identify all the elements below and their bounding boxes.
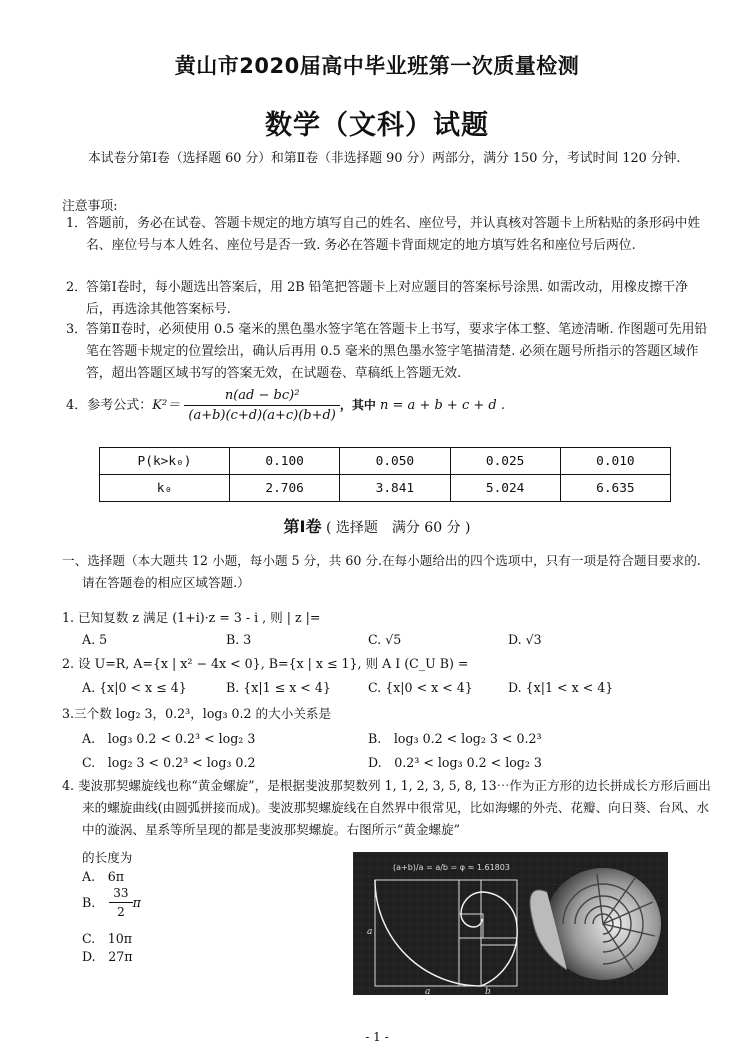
figure-formula: (a+b)/a = a/b = φ ≈ 1.61803 [393,863,510,872]
formula-label: 参考公式： [87,398,153,413]
question-2-option-d: D. {x|1 < x < 4} [508,680,614,695]
note-text: 答第Ⅰ卷时，每小题选出答案后，用 2B 铅笔把答题卡上对应题目的答案标号涂黑. 如需改动，用橡皮擦干净后，再选涂其他答案标号. [86,280,688,317]
question-3-option-b: B. log₃ 0.2 < log₂ 3 < 0.2³ [368,731,542,746]
table-cell: 0.025 [450,448,560,475]
question-4-option-a: A. 6π [82,869,124,884]
formula-fraction [184,388,340,423]
table-cell: 0.050 [340,448,450,475]
section-title: 第Ⅰ卷 [283,517,322,536]
note-item [66,213,712,257]
question-1-option-c: C. √5 [368,632,402,647]
note-text: 答第Ⅱ卷时，必须使用 0.5 毫米的黑色墨水签字笔在答题卡上书写，要求字体工整、笔迹清晰. 作图题可先用铅笔在答题卡规定的位置绘出，确认后再用 0.5 毫米的黑色墨水签字笔描清楚. 必须在题号所指示的答题区域作答，超出答题区域书写的答案无效，在试题卷、草稿纸上答题无效. [86,322,708,381]
figure-label-a-side: a [367,927,373,937]
formula-number: 4． [66,398,88,413]
section-heading [0,514,754,537]
intro-text: 本试卷分第Ⅰ卷（选择题 60 分）和第Ⅱ卷（非选择题 90 分）两部分，满分 150 分，考试时间 120 分钟. [88,151,681,166]
option-b-fraction [109,886,132,919]
table-cell: 0.010 [560,448,670,475]
note-item [66,277,712,321]
reference-formula [66,388,716,438]
table-cell: 6.635 [560,475,670,502]
critical-value-table [99,447,671,502]
option-b-numerator: 33 [113,886,129,900]
table-cell: 5.024 [450,475,560,502]
option-b-letter: B. [82,895,96,910]
page-number: - 1 - [365,1030,389,1044]
formula-numerator: n(ad − bc)² [224,388,300,403]
formula-tail: n = a + b + c + d . [380,398,505,413]
table-row [100,448,671,475]
question-4-option-b [82,886,141,926]
note-number: 2． [66,280,87,295]
note-number: 3． [66,322,87,337]
golden-spiral-svg [353,852,668,995]
note-text: 答题前，务必在试卷、答题卡规定的地方填写自己的姓名、座位号，并认真核对答题卡上所粘贴的条形码中姓名、座位号与本人姓名、座位号是否一致. 务必在答题卡背面规定的地方填写姓名和座位号后两位. [86,216,701,253]
question-2-option-a: A. {x|0 < x ≤ 4} [82,680,187,695]
table-cell: k₀ [100,475,230,502]
question-4-stem-end: 的长度为 [82,850,133,865]
question-3-option-d: D. 0.2³ < log₃ 0.2 < log₂ 3 [368,755,542,770]
golden-spiral-figure [353,852,668,995]
table-cell: 0.100 [230,448,340,475]
question-1-option-d: D. √3 [508,632,542,647]
question-4-stem: 4. 斐波那契螺旋线也称“黄金螺旋”，是根据斐波那契数列 1, 1, 2, 3, 5, 8, 13⋯作为正方形的边长拼成长方形后画出来的螺旋曲线(由圆弧拼接而成)。斐波那契螺旋线在自然界中很常见，比如海螺的外壳、花瓣、向日葵、台风、水中的漩涡、星系等所呈现的都是斐波那契螺旋。右图所示“黄金螺旋” [62,778,711,837]
option-b-denominator: 2 [109,902,132,919]
question-2-option-c: C. {x|0 < x < 4} [368,680,473,695]
note-item [66,319,712,385]
formula-lhs: K²＝ [152,398,181,413]
section-note: ( 选择题 满分 60 分 ) [325,520,471,536]
paper-subtitle: 数学（文科）试题 [265,110,489,141]
table-cell: 3.841 [340,475,450,502]
formula-tail-label: ，其中 [339,398,376,412]
question-3-option-c: C. log₂ 3 < 0.2³ < log₃ 0.2 [82,755,256,770]
table-cell: P(k>k₀) [100,448,230,475]
question-2-option-b: B. {x|1 ≤ x < 4} [226,680,331,695]
question-1-option-a: A. 5 [82,632,108,647]
figure-label-b-bottom: b [485,987,491,995]
question-1-option-b: B. 3 [226,632,252,647]
table-row [100,475,671,502]
notes-title: 注意事项: [62,199,118,214]
formula-denominator: (a+b)(c+d)(a+c)(b+d) [184,405,340,423]
question-2-stem: 2. 设 U=R, A={x | x² − 4x < 0}, B={x | x ≤ 1}, 则 A I (C_U B) = [62,656,469,671]
table-cell: 2.706 [230,475,340,502]
question-4-option-d: D. 27π [82,949,133,964]
figure-label-a-bottom: a [425,987,431,995]
note-number: 1． [66,216,87,231]
paper-title: 黄山市2020届高中毕业班第一次质量检测 [174,54,580,78]
part-one-instructions: 一、选择题（本大题共 12 小题，每小题 5 分，共 60 分.在每小题给出的四个选项中，只有一项是符合题目要求的. 请在答题卷的相应区域答题.） [62,553,701,590]
option-b-pi: π [132,895,141,910]
question-3-stem: 3.三个数 log₂ 3，0.2³，log₃ 0.2 的大小关系是 [62,706,332,721]
question-1-stem: 1. 已知复数 z 满足 (1+i)·z = 3 - i , 则 | z |= [62,610,321,625]
question-4-option-c: C. 10π [82,931,133,946]
question-3-option-a: A. log₃ 0.2 < 0.2³ < log₂ 3 [82,731,256,746]
